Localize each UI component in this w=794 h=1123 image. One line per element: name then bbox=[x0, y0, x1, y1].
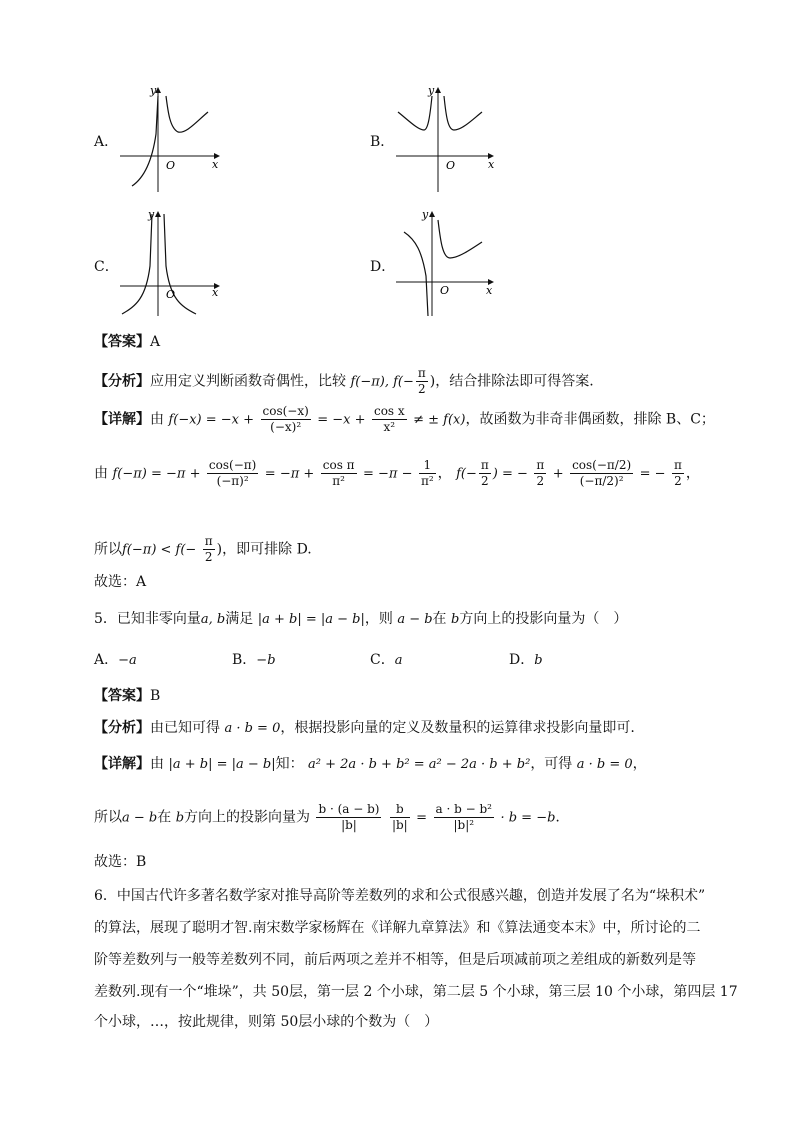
svg-text:O: O bbox=[440, 284, 450, 297]
q5-option-c: C．a bbox=[370, 652, 403, 668]
q4-detail-line1: 【详解】由 f(−x) = −x + $\frac{\cos(-x)}{\text{(−x)²}}$ = −x + $\frac{\text{cos x}}{\text{x²}}$ ≠ ± f(x)，故函数为非奇非偶函数，排除 B、C； bbox=[94, 404, 715, 434]
q5-answer: 【答案】B bbox=[94, 688, 161, 704]
q6-line3: 阶等差数列与一般等差数列不同，前后两项之差并不相等，但是后项减前项之差组成的新数列是等 bbox=[94, 952, 696, 968]
q6-line1: 6．中国古代许多著名数学家对推导高阶等差数列的求和公式很感兴趣，创造并发展了名为“垛积术” bbox=[94, 888, 706, 904]
svg-text:x: x bbox=[212, 286, 219, 299]
q5-option-a: A．−a bbox=[94, 652, 137, 668]
q6-line4: 差数列.现有一个“堆垛”，共 50层，第一层 2 个小球，第二层 5 个小球，第三层 10 个小球，第四层 17 bbox=[94, 984, 738, 1000]
graph-a bbox=[116, 82, 226, 194]
q4-detail-line3: 所以f(−π) < f(− $\frac{\pi}{2}$ )，即可排除 D. bbox=[94, 534, 312, 564]
q4-detail-line2: 由 f(−π) = −π + $\frac{\cos(-\pi)}{\text{(−π)²}}$ = −π + $\frac{\text{cos π}}{\text{π²}}$ = −π − $\frac{1}{\text{π²}}$ ， f(− $\frac{\pi}{2}$ ) = − $\frac{\pi}{2}$ + $\frac{\cos(-\pi/2)}{\text{(−π/2)²}}$ = − $\frac{\pi}{2}$ ， bbox=[94, 458, 700, 488]
q5-choose: 故选：B bbox=[94, 854, 147, 870]
answer-value: A bbox=[150, 334, 161, 350]
y-label: y bbox=[150, 84, 157, 97]
option-a-label: A． bbox=[94, 134, 119, 150]
graph-c bbox=[116, 206, 226, 318]
option-b-label: B． bbox=[370, 134, 395, 150]
q6-line2: 的算法，展现了聪明才智.南宋数学家杨辉在《详解九章算法》和《算法通变本末》中，所讨论的二 bbox=[94, 920, 701, 936]
q5-stem: 5．已知非零向量a, b满足 |a + b| = |a − b|，则 a − b在 b方向上的投影向量为（ ） bbox=[94, 611, 628, 627]
q5-option-d: D．b bbox=[509, 652, 543, 668]
option-c-label: C． bbox=[94, 259, 119, 275]
q5-option-b: B．−b bbox=[232, 652, 276, 668]
graph-b bbox=[392, 82, 502, 194]
q6-line5: 个小球，…，按此规律，则第 50层小球的个数为（ ） bbox=[94, 1014, 439, 1030]
q4-choose: 故选：A bbox=[94, 574, 147, 590]
svg-text:O: O bbox=[446, 159, 456, 172]
origin-label: O bbox=[166, 159, 176, 172]
option-d-label: D． bbox=[370, 259, 396, 275]
curve-right bbox=[166, 96, 208, 132]
svg-text:O: O bbox=[166, 288, 176, 301]
curve-left bbox=[132, 96, 158, 186]
q5-detail-line2: 所以a − b在 b方向上的投影向量为 $\frac{b \cdot (a - b)}{|b|}$ $\frac{b}{|b|}$ = $\frac{\text{a · b − b²}}{\text{|b|²}}$ · b = −b. bbox=[94, 802, 560, 832]
svg-text:x: x bbox=[488, 158, 495, 171]
q5-detail-line1: 【详解】由 |a + b| = |a − b|知： a² + 2a · b + b² = a² − 2a · b + b²，可得 a · b = 0， bbox=[94, 756, 647, 772]
q4-answer bbox=[94, 332, 160, 352]
q5-analysis: 【分析】由已知可得 a · b = 0，根据投影向量的定义及数量积的运算律求投影向量即可. bbox=[94, 720, 635, 736]
q4-analysis: 【分析】应用定义判断函数奇偶性，比较 f(−π), f(− $\frac{\pi}{2}$ )，结合排除法即可得答案. bbox=[94, 366, 594, 396]
x-label: x bbox=[212, 158, 219, 171]
svg-text:y: y bbox=[148, 208, 155, 221]
answer-tag: 【答案】 bbox=[94, 334, 150, 350]
graph-d bbox=[392, 206, 502, 318]
svg-text:x: x bbox=[486, 284, 493, 297]
svg-text:y: y bbox=[422, 208, 429, 221]
svg-text:y: y bbox=[428, 84, 435, 97]
